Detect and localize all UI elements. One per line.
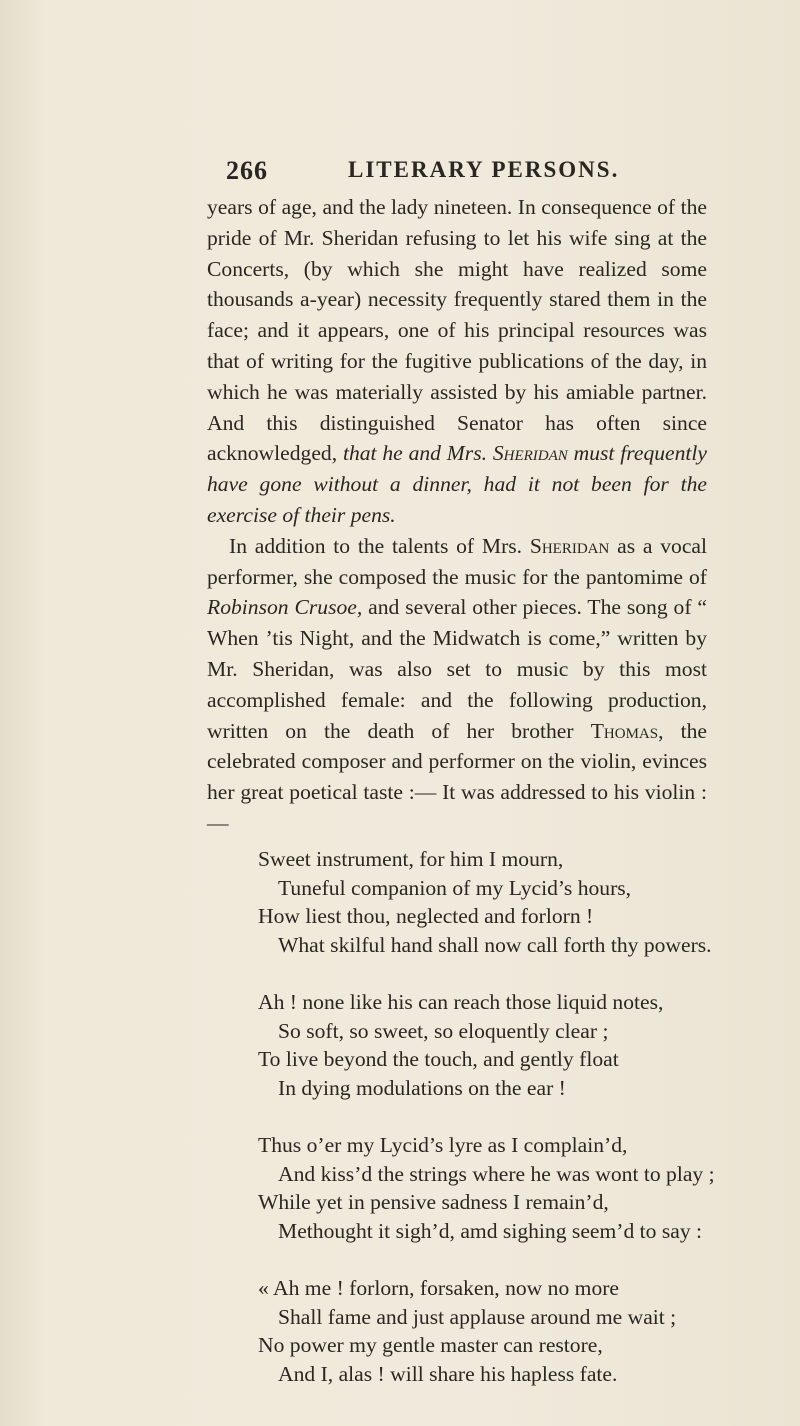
paragraph-1-text: years of age, and the lady nineteen. In consequence of the pride of Mr. Sheridan refusing to let his wife sing at the Concerts, (by which she might have realized some thousands a-year) necessity frequently stared them in the face; and it appears, one of his principal resources was that of writing for the fugitive publications of the day, in which he was materially assisted by his amiable partner. And this distinguished Senator has often since acknowledged, xyxy=(207,195,707,466)
poem-line: Shall fame and just applause around me wait ; xyxy=(278,1304,677,1329)
paragraph-2-mid-1: as a vocal performer, she composed the music for the pantomime of xyxy=(207,533,707,589)
paragraph-2-end: , the celebrated composer and performer on the violin, evinces her great poetical taste :— It was addressed to his violin :— xyxy=(207,718,707,835)
paragraph-2-brother: Thomas xyxy=(590,718,659,743)
page-number: 266 xyxy=(226,156,268,185)
poem-stanza xyxy=(258,988,718,1102)
paragraph-2-start: In addition to the talents of Mrs. xyxy=(229,533,530,558)
paragraph-2-name: Sheridan xyxy=(529,533,610,558)
paragraph-2-mid-2: and several other pieces. The song of “ When ’tis Night, and the Midwatch is come,” written by Mr. Sheridan, was also set to music by this most accomplished female: and the following production, written on the death of her brother xyxy=(207,595,708,743)
poem-line: How liest thou, neglected and forlorn ! xyxy=(258,904,594,928)
poem-line: Thus o’er my Lycid’s lyre as I complain’d, xyxy=(258,1133,628,1157)
paragraph-2-title: Robinson Crusoe, xyxy=(207,595,363,620)
body-text xyxy=(207,192,707,839)
poem-stanza xyxy=(258,1131,718,1245)
paragraph-1-italic-b: must frequently have gone without a dinner, had it not been for the exercise of their pens. xyxy=(207,441,707,527)
poem-line: « Ah me ! forlorn, forsaken, now no more xyxy=(258,1276,620,1300)
poem-line: Tuneful companion of my Lycid’s hours, xyxy=(278,875,632,900)
poem xyxy=(258,845,718,1417)
poem-stanza xyxy=(258,1274,718,1388)
poem-stanza xyxy=(258,845,718,959)
poem-line: And kiss’d the strings where he was wont to play ; xyxy=(278,1161,715,1186)
poem-line: Ah ! none like his can reach those liquid notes, xyxy=(258,990,664,1014)
poem-line: What skilful hand shall now call forth thy powers. xyxy=(278,932,712,957)
paragraph-1-italic-a: that he and Mrs. xyxy=(342,441,493,466)
poem-line: And I, alas ! will share his hapless fate. xyxy=(278,1361,618,1386)
poem-line: Methought it sigh’d, amd sighing seem’d to say : xyxy=(278,1218,703,1243)
poem-line: To live beyond the touch, and gently float xyxy=(258,1047,619,1071)
poem-line: No power my gentle master can restore, xyxy=(258,1333,603,1357)
poem-line: In dying modulations on the ear ! xyxy=(278,1075,566,1100)
poem-line: So soft, so sweet, so eloquently clear ; xyxy=(278,1018,609,1043)
running-title: LITERARY PERSONS. xyxy=(348,157,620,182)
paragraph-1-name: Sheridan xyxy=(492,441,568,466)
paragraph-1 xyxy=(207,192,707,531)
paragraph-2 xyxy=(207,531,707,839)
poem-line: While yet in pensive sadness I remain’d, xyxy=(258,1190,609,1214)
poem-line: Sweet instrument, for him I mourn, xyxy=(258,847,564,871)
page-header xyxy=(226,156,746,190)
